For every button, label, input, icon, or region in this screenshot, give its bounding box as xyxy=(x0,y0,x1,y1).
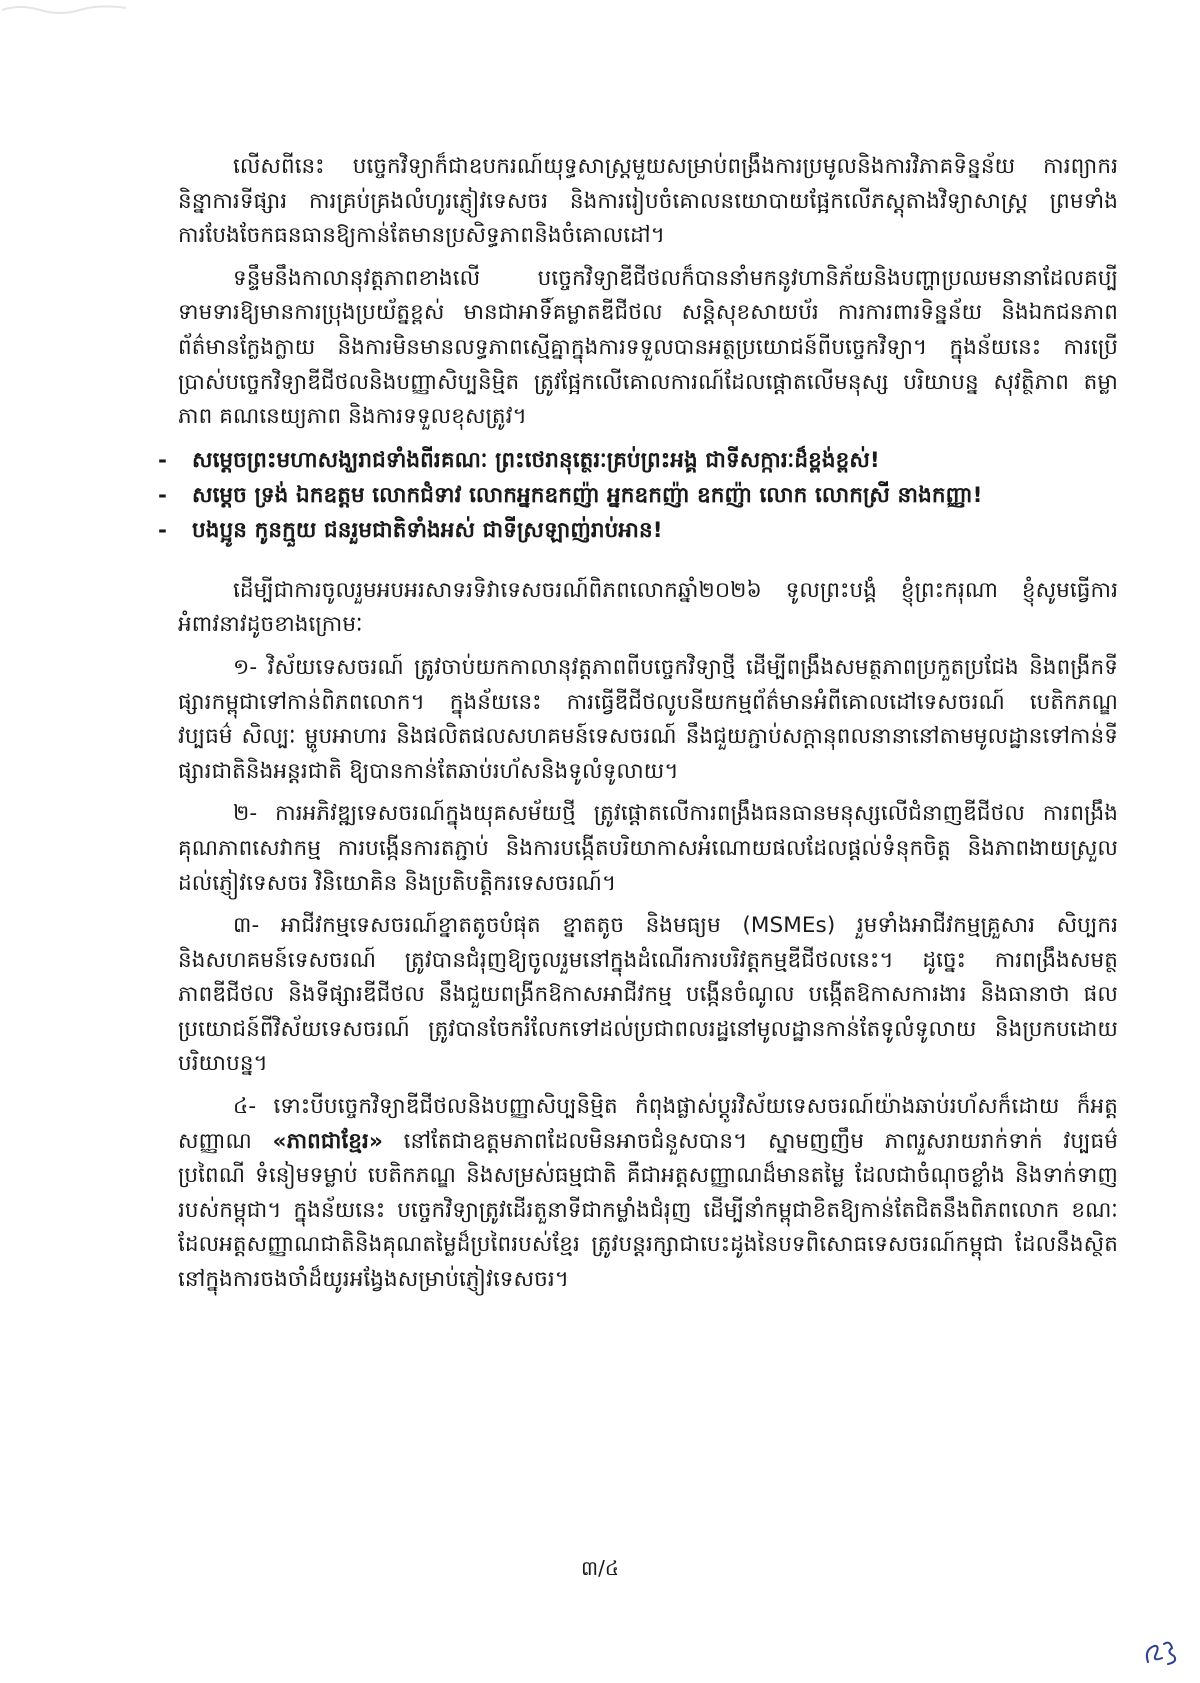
paragraph-digital-risks: ទន្ទឹមនឹងកាលានុវត្តភាពខាងលើ បច្ចេកវិទ្យាឌីជីថលក៏បាននាំមកនូវហានិភ័យនិងបញ្ហាប្រឈមនានាដែលគប្បីទាមទារឱ្យមានការប្រុងប្រយ័ត្នខ្ពស់ មានជាអាទិ៍គម្លាតឌីជីថល សន្តិសុខសាយប័រ ការការពារទិន្នន័យ និងឯកជនភាព ព័ត៌មានក្លែងក្លាយ និងការមិនមានលទ្ធភាពស្មើគ្នាក្នុងការទទួលបានអត្ថប្រយោជន៍ពីបច្ចេកវិទ្យា។ ក្នុងន័យនេះ ការប្រើប្រាស់បច្ចេកវិទ្យាឌីជីថលនិងបញ្ញាសិប្បនិម្មិត ត្រូវផ្អែកលើគោលការណ៍ដែលផ្តោតលើមនុស្ស បរិយាបន្ន សុវត្ថិភាព តម្លាភាព គណនេយ្យភាព និងការទទួលខុសត្រូវ។ xyxy=(178,265,1118,430)
appeal-item-4: ៤- ទោះបីបច្ចេកវិទ្យាឌីជីថលនិងបញ្ញាសិប្បនិម្មិត កំពុងផ្លាស់ប្តូរវិស័យទេសចរណ៍យ៉ាងឆាប់រហ័សក៏ដោយ ក៏អត្តសញ្ញាណ «ភាពជាខ្មែរ» នៅតែជាឧត្តមភាពដែលមិនអាចជំនួសបាន។ ស្នាមញញឹម ភាពរួសរាយរាក់ទាក់ វប្បធម៌ ប្រពៃណី ទំនៀមទម្លាប់ បេតិកភណ្ឌ និងសម្រស់ធម្មជាតិ គឺជាអត្តសញ្ញាណដ៏មានតម្លៃ ដែលជាចំណុចខ្លាំង និងទាក់ទាញរបស់កម្ពុជា។ ក្នុងន័យនេះ បច្ចេកវិទ្យាត្រូវដើរតួនាទីជាកម្លាំងជំរុញ ដើម្បីនាំកម្ពុជាខិតឱ្យកាន់តែជិតនឹងពិភពលោក ខណៈដែលអត្តសញ្ញាណជាតិនិងគុណតម្លៃដ៏ប្រពៃរបស់ខ្មែរ ត្រូវបន្តរក្សាជាបេះដូងនៃបទពិសោធទេសចរណ៍កម្ពុជា ដែលនឹងស្ថិតនៅក្នុងការចងចាំដ៏យូរអង្វែងសម្រាប់ភ្ញៀវទេសចរ។ xyxy=(178,1094,1119,1293)
page-number: ៣/៤ xyxy=(581,1556,619,1580)
bullet-dash: - xyxy=(158,447,168,473)
salutation-item: - សម្តេចព្រះមហាសង្ឃរាជទាំងពីរគណៈ ព្រះថេរានុត្ថេរៈគ្រប់ព្រះអង្គ ជាទីសក្ការៈដ៏ខ្ពង់ខ្ពស់! xyxy=(158,443,1118,478)
bullet-dash: - xyxy=(158,517,168,543)
salutation-list xyxy=(158,443,1118,548)
initials-signature-mark xyxy=(1140,1636,1180,1670)
salutation-item: - សម្តេច ទ្រង់ ឯកឧត្តម លោកជំទាវ លោកអ្នកឧកញ៉ា អ្នកឧកញ៉ា ឧកញ៉ា លោក លោកស្រី នាងកញ្ញា! xyxy=(158,478,1118,513)
appeal-intro: ដើម្បីជាការចូលរួមអបអរសាទរទិវាទេសចរណ៍ពិភពលោកឆ្នាំ២០២៦ ទូលព្រះបង្គំ ខ្ញុំព្រះករុណា ខ្ញុំសូមធ្វើការអំពាវនាវដូចខាងក្រោមៈ xyxy=(178,577,1118,638)
appeal-item-3: ៣- អាជីវកម្មទេសចរណ៍ខ្នាតតូចបំផុត ខ្នាតតូច និងមធ្យម (MSMEs) រួមទាំងអាជីវកម្មគ្រួសារ សិប្បករ និងសហគមន៍ទេសចរណ៍ ត្រូវបានជំរុញឱ្យចូលរួមនៅក្នុងដំណើរការបរិវត្តកម្មឌីជីថលនេះ។ ដូច្នេះ ការពង្រឹងសមត្ថភាពឌីជីថល និងទីផ្សារឌីជីថល នឹងជួយពង្រីកឱកាសអាជីវកម្ម បង្កើនចំណូល បង្កើតឱកាសការងារ និងធានាថា ផលប្រយោជន៍ពីវិស័យទេសចរណ៍ ត្រូវបានចែករំលែកទៅដល់ប្រជាពលរដ្ឋនៅមូលដ្ឋានកាន់តែទូលំទូលាយ និងប្រកបដោយបរិយាបន្ន។ xyxy=(178,913,1118,1077)
appeal-item-2: ២- ការអភិវឌ្ឍទេសចរណ៍ក្នុងយុគសម័យថ្មី ត្រូវផ្តោតលើការពង្រឹងធនធានមនុស្សលើជំនាញឌីជីថល ការពង្រឹងគុណភាពសេវាកម្ម ការបង្កើនការតភ្ជាប់ និងការបង្កើតបរិយាកាសអំណោយផលដែលផ្តល់ទំនុកចិត្ត និងភាពងាយស្រួលដល់ភ្ញៀវទេសចរ វិនិយោគិន និងប្រតិបត្តិករទេសចរណ៍។ xyxy=(178,801,1118,896)
khmerness-emphasis: «ភាពជាខ្មែរ» xyxy=(272,1128,383,1154)
paragraph-technology-tool: លើសពីនេះ បច្ចេកវិទ្យាក៏ជាឧបករណ៍យុទ្ធសាស្ត្រមួយសម្រាប់ពង្រឹងការប្រមូលនិងការវិភាគទិន្នន័យ ការព្យាករនិន្នាការទីផ្សារ ការគ្រប់គ្រងលំហូរភ្ញៀវទេសចរ និងការរៀបចំគោលនយោបាយផ្អែកលើភស្តុតាងវិទ្យាសាស្ត្រ ព្រមទាំងការបែងចែកធនធានឱ្យកាន់តែមានប្រសិទ្ធភាពនិងចំគោលដៅ។ xyxy=(178,154,1118,249)
bullet-dash: - xyxy=(158,482,168,508)
scan-edge-mark xyxy=(0,2,130,16)
salutation-item: - បងប្អូន កូនក្មួយ ជនរួមជាតិទាំងអស់ ជាទីស្រឡាញ់រាប់អាន! xyxy=(158,513,1118,548)
document-body xyxy=(158,150,1119,1306)
appeal-item-1: ១- វិស័យទេសចរណ៍ ត្រូវចាប់យកកាលានុវត្តភាពពីបច្ចេកវិទ្យាថ្មី ដើម្បីពង្រឹងសមត្ថភាពប្រកួតប្រជែង និងពង្រីកទីផ្សារកម្ពុជាទៅកាន់ពិភពលោក។ ក្នុងន័យនេះ ការធ្វើឌីជីថលូបនីយកម្មព័ត៌មានអំពីគោលដៅទេសចរណ៍ បេតិកភណ្ឌវប្បធម៌ សិល្បៈ ម្ហូបអាហារ និងផលិតផលសហគមន៍ទេសចរណ៍ នឹងជួយភ្ជាប់សក្តានុពលនានានៅតាមមូលដ្ឋានទៅកាន់ទីផ្សារជាតិនិងអន្តរជាតិ ឱ្យបានកាន់តែឆាប់រហ័សនិងទូលំទូលាយ។ xyxy=(178,654,1118,784)
